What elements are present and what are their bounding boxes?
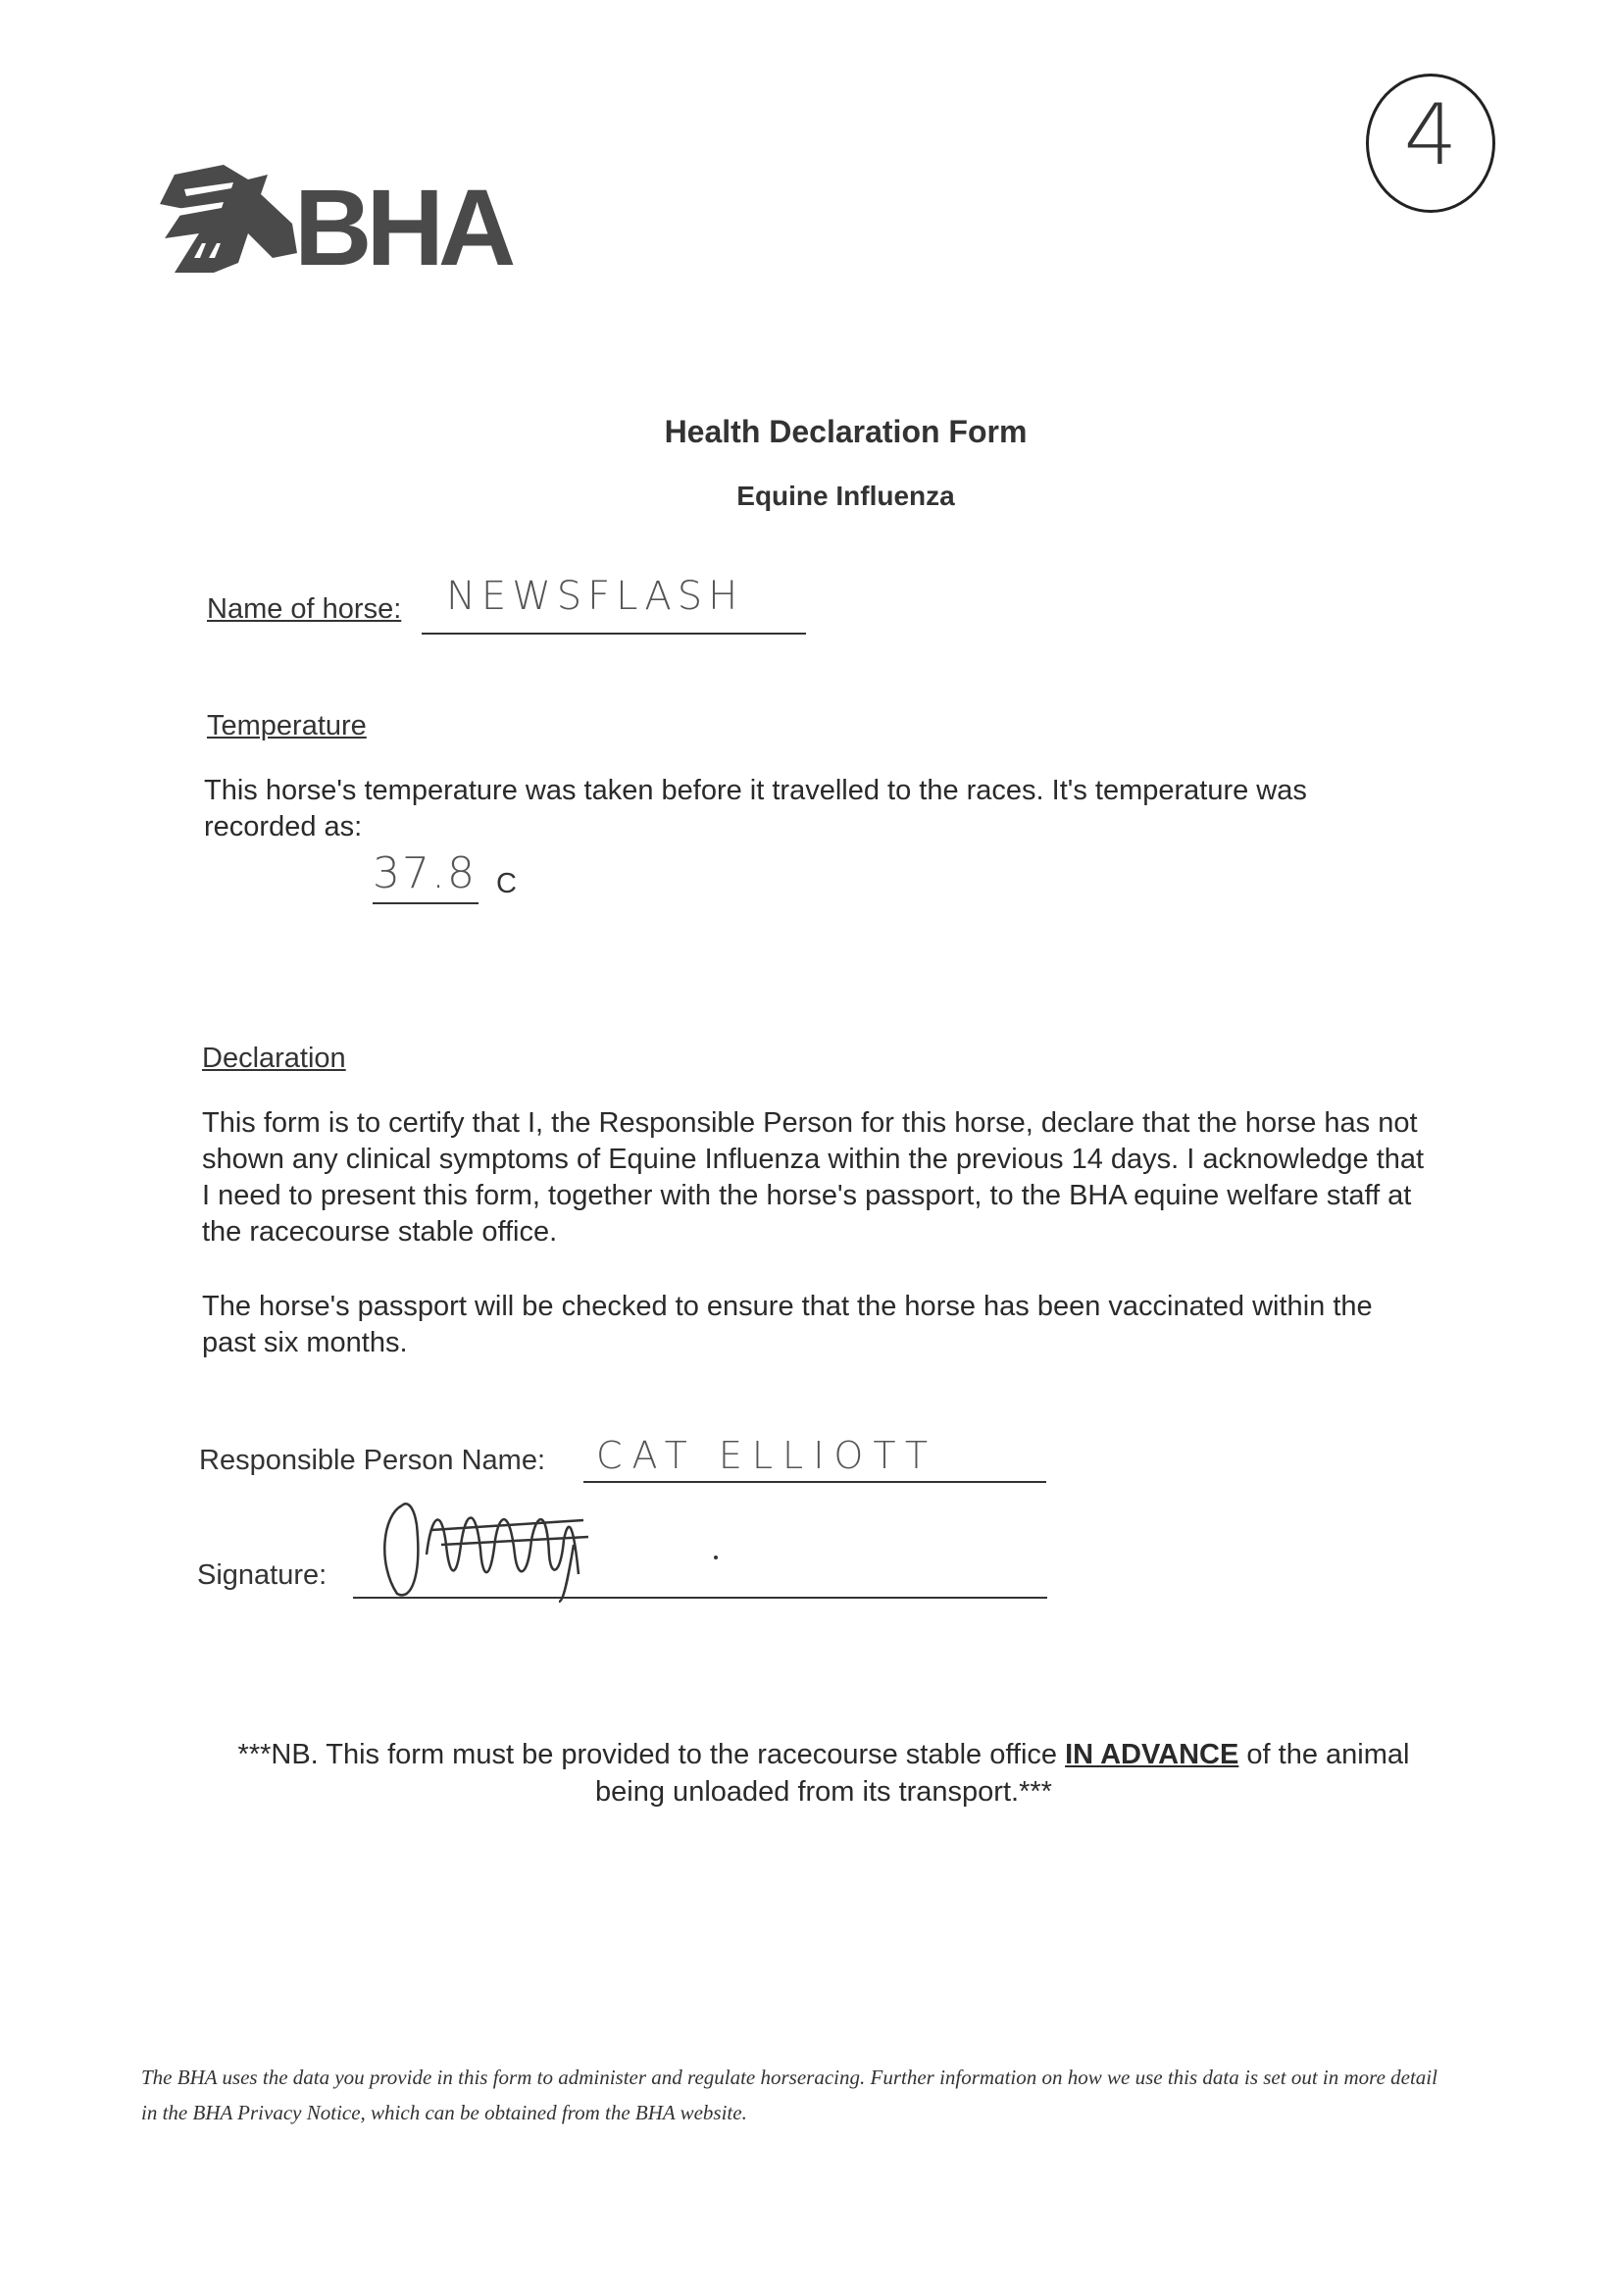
- logo-text: BHA: [294, 168, 511, 288]
- temperature-heading: Temperature: [207, 710, 367, 741]
- page-number-circle: [1366, 74, 1495, 213]
- form-subtitle: Equine Influenza: [736, 481, 955, 511]
- signature-label: Signature:: [197, 1559, 328, 1591]
- privacy-footer: The BHA uses the data you provide in this form to administer and regulate horseracing. Further information on how we use this data is set out in more detail in the BHA Privacy Notice, which can be obtained from the BHA website.: [141, 2066, 1437, 2124]
- temperature-text: This horse's temperature was taken before it travelled to the races. It's temperature was recorded as:: [204, 775, 1307, 842]
- horse-head-logo-icon: [155, 165, 302, 287]
- form-title: Health Declaration Form: [664, 414, 1028, 449]
- declaration-heading: Declaration: [202, 1043, 346, 1074]
- temperature-value: 37.8: [373, 848, 477, 898]
- responsible-person-underline: [583, 1481, 1046, 1483]
- declaration-paragraph-2: The horse's passport will be checked to ensure that the horse has been vaccinated within the past six months.: [202, 1291, 1373, 1358]
- horse-name-underline: [422, 633, 806, 635]
- advance-notice: [216, 1736, 1432, 1811]
- horse-name-value: NEWSFLASH: [446, 574, 744, 619]
- signature-scribble-icon: [373, 1486, 726, 1608]
- temperature-unit: C: [496, 868, 517, 899]
- responsible-person-value: CAT ELLIOTT: [596, 1434, 938, 1477]
- bha-logo: [155, 165, 511, 288]
- responsible-person-label: Responsible Person Name:: [199, 1445, 546, 1476]
- horse-name-label: Name of horse:: [207, 593, 402, 625]
- notice-suffix: of the animal being unloaded from its transport.***: [595, 1739, 1410, 1808]
- page-number: 4: [1403, 86, 1458, 184]
- signature-underline: [353, 1597, 1047, 1599]
- notice-emphasis: IN ADVANCE: [1065, 1739, 1239, 1770]
- temperature-underline: [373, 902, 479, 904]
- declaration-paragraph-1: This form is to certify that I, the Responsible Person for this horse, declare that the horse has not shown any clinical symptoms of Equine Influenza within the previous 14 days. I acknowledge that I need to present this form, together with the horse's passport, to the BHA equine welfare staff at the racecourse stable office.: [202, 1107, 1425, 1248]
- notice-prefix: ***NB. This form must be provided to the racecourse stable office: [237, 1739, 1066, 1770]
